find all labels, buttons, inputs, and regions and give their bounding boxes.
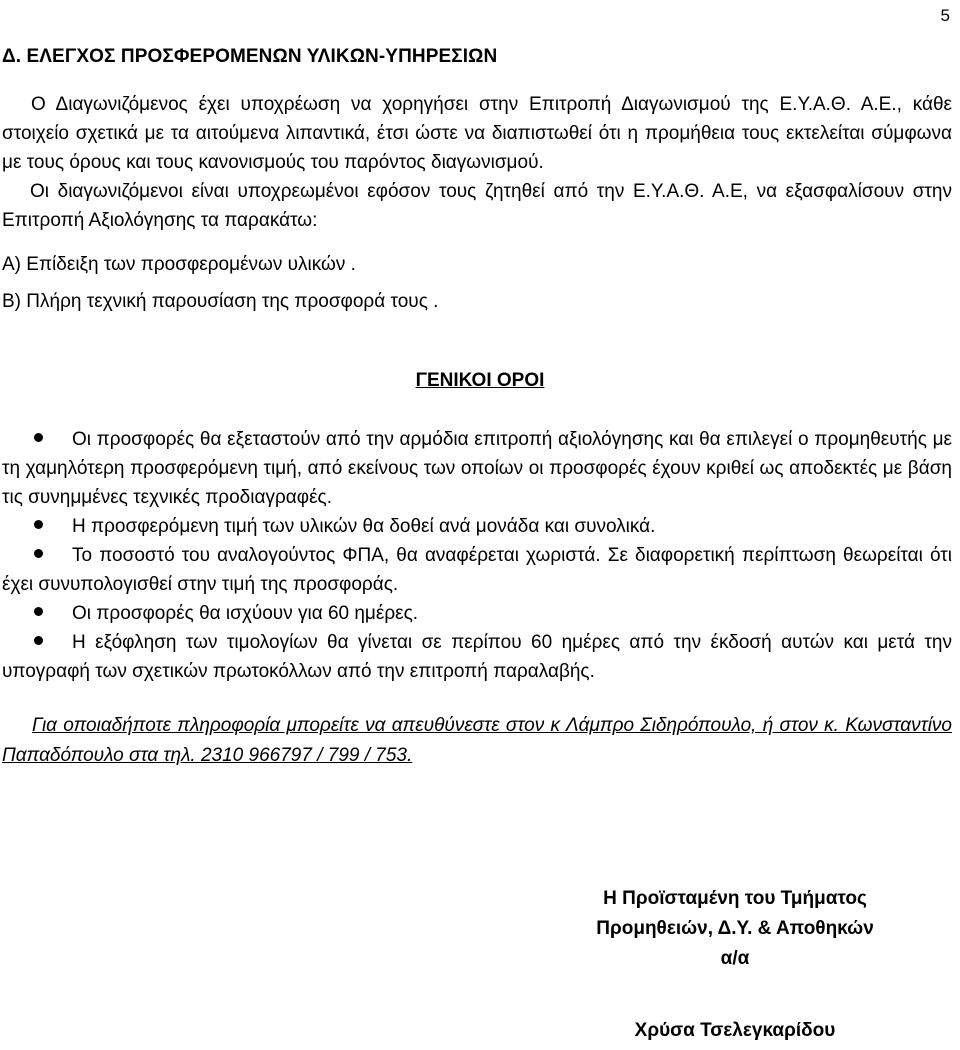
- signature-name: Χρύσα Τσελεγκαρίδου: [634, 1020, 836, 1041]
- paragraph-supplier-obligation: [2, 90, 952, 177]
- paragraph-evaluation-requirements: [2, 177, 952, 235]
- bullet-icon: [34, 549, 43, 558]
- contact-info: [2, 711, 952, 771]
- contact-text: Για οποιαδήποτε πληροφορία μπορείτε να απευθύνεστε στον κ Λάμπρο Σιδηρόπουλο, ή στον κ. Κωνσταντίνο Παπαδόπουλο στα τηλ. 2310 966797 / 799 / 753.: [2, 715, 952, 766]
- bullet-item: Το ποσοστό του αναλογούντος ΦΠΑ, θα αναφέρεται χωριστά. Σε διαφορετική περίπτωση θεωρείται ότι έχει συνυπολογισθεί στην τιμή της προσφοράς.: [2, 545, 952, 595]
- signature-title-line-2: Προμηθειών, Δ.Υ. & Αποθηκών: [596, 918, 874, 939]
- page-number: 5: [940, 6, 950, 25]
- bullet-icon: [34, 636, 43, 645]
- bullet-item: Η εξόφληση των τιμολογίων θα γίνεται σε περίπου 60 ημέρες από την έκδοσή αυτών και μετά την υπογραφή των σχετικών πρωτοκόλλων από την επιτροπή παραλαβής.: [2, 632, 952, 682]
- bullet-icon: [34, 607, 43, 616]
- paragraph-text: Οι διαγωνιζόμενοι είναι υποχρεωμένοι εφόσον τους ζητηθεί από την Ε.Υ.Α.Θ. Α.Ε, να εξασφαλίσουν στην Επιτροπή Αξιολόγησης τα παρακάτω:: [2, 181, 952, 231]
- bullet-item: Οι προσφορές θα εξεταστούν από την αρμόδια επιτροπή αξιολόγησης και θα επιλεγεί ο προμηθευτής με τη χαμηλότερη προσφερόμενη τιμή, από εκείνους των οποίων οι προσφορές έχουν κριθεί ως αποδεκτές με βάση τις συνημμένες τεχνικές προδιαγραφές.: [2, 429, 952, 508]
- general-terms-title: ΓΕΝΙΚΟΙ ΟΡΟΙ: [415, 370, 545, 391]
- signature-block: [560, 884, 910, 974]
- section-title: Δ. ΕΛΕΓΧΟΣ ΠΡΟΣΦΕΡΟΜΕΝΩΝ ΥΛΙΚΩΝ-ΥΠΗΡΕΣΙΩΝ: [2, 46, 498, 67]
- bullet-icon: [34, 520, 43, 529]
- signature-title-line-3: α/α: [720, 948, 750, 969]
- list-item-b: Β) Πλήρη τεχνική παρουσίαση της προσφορά τους .: [2, 291, 439, 312]
- bullet-item: Η προσφερόμενη τιμή των υλικών θα δοθεί ανά μονάδα και συνολικά.: [2, 512, 952, 541]
- general-terms-list: [2, 425, 952, 686]
- list-item-a: Α) Επίδειξη των προσφερομένων υλικών .: [2, 254, 356, 275]
- bullet-icon: [34, 433, 43, 442]
- bullet-item: Οι προσφορές θα ισχύουν για 60 ημέρες.: [2, 599, 952, 628]
- signature-title-line-1: Η Προϊσταμένη του Τμήματος: [603, 888, 867, 909]
- paragraph-text: Ο Διαγωνιζόμενος έχει υποχρέωση να χορηγήσει στην Επιτροπή Διαγωνισμού της Ε.Υ.Α.Θ. Α.Ε., κάθε στοιχείο σχετικά με τα αιτούμενα λιπαντικά, έτσι ώστε να διαπιστωθεί ότι η προμήθεια τους εκτελείται σύμφωνα με τους όρους και τους κανονισμούς του παρόντος διαγωνισμού.: [2, 94, 952, 173]
